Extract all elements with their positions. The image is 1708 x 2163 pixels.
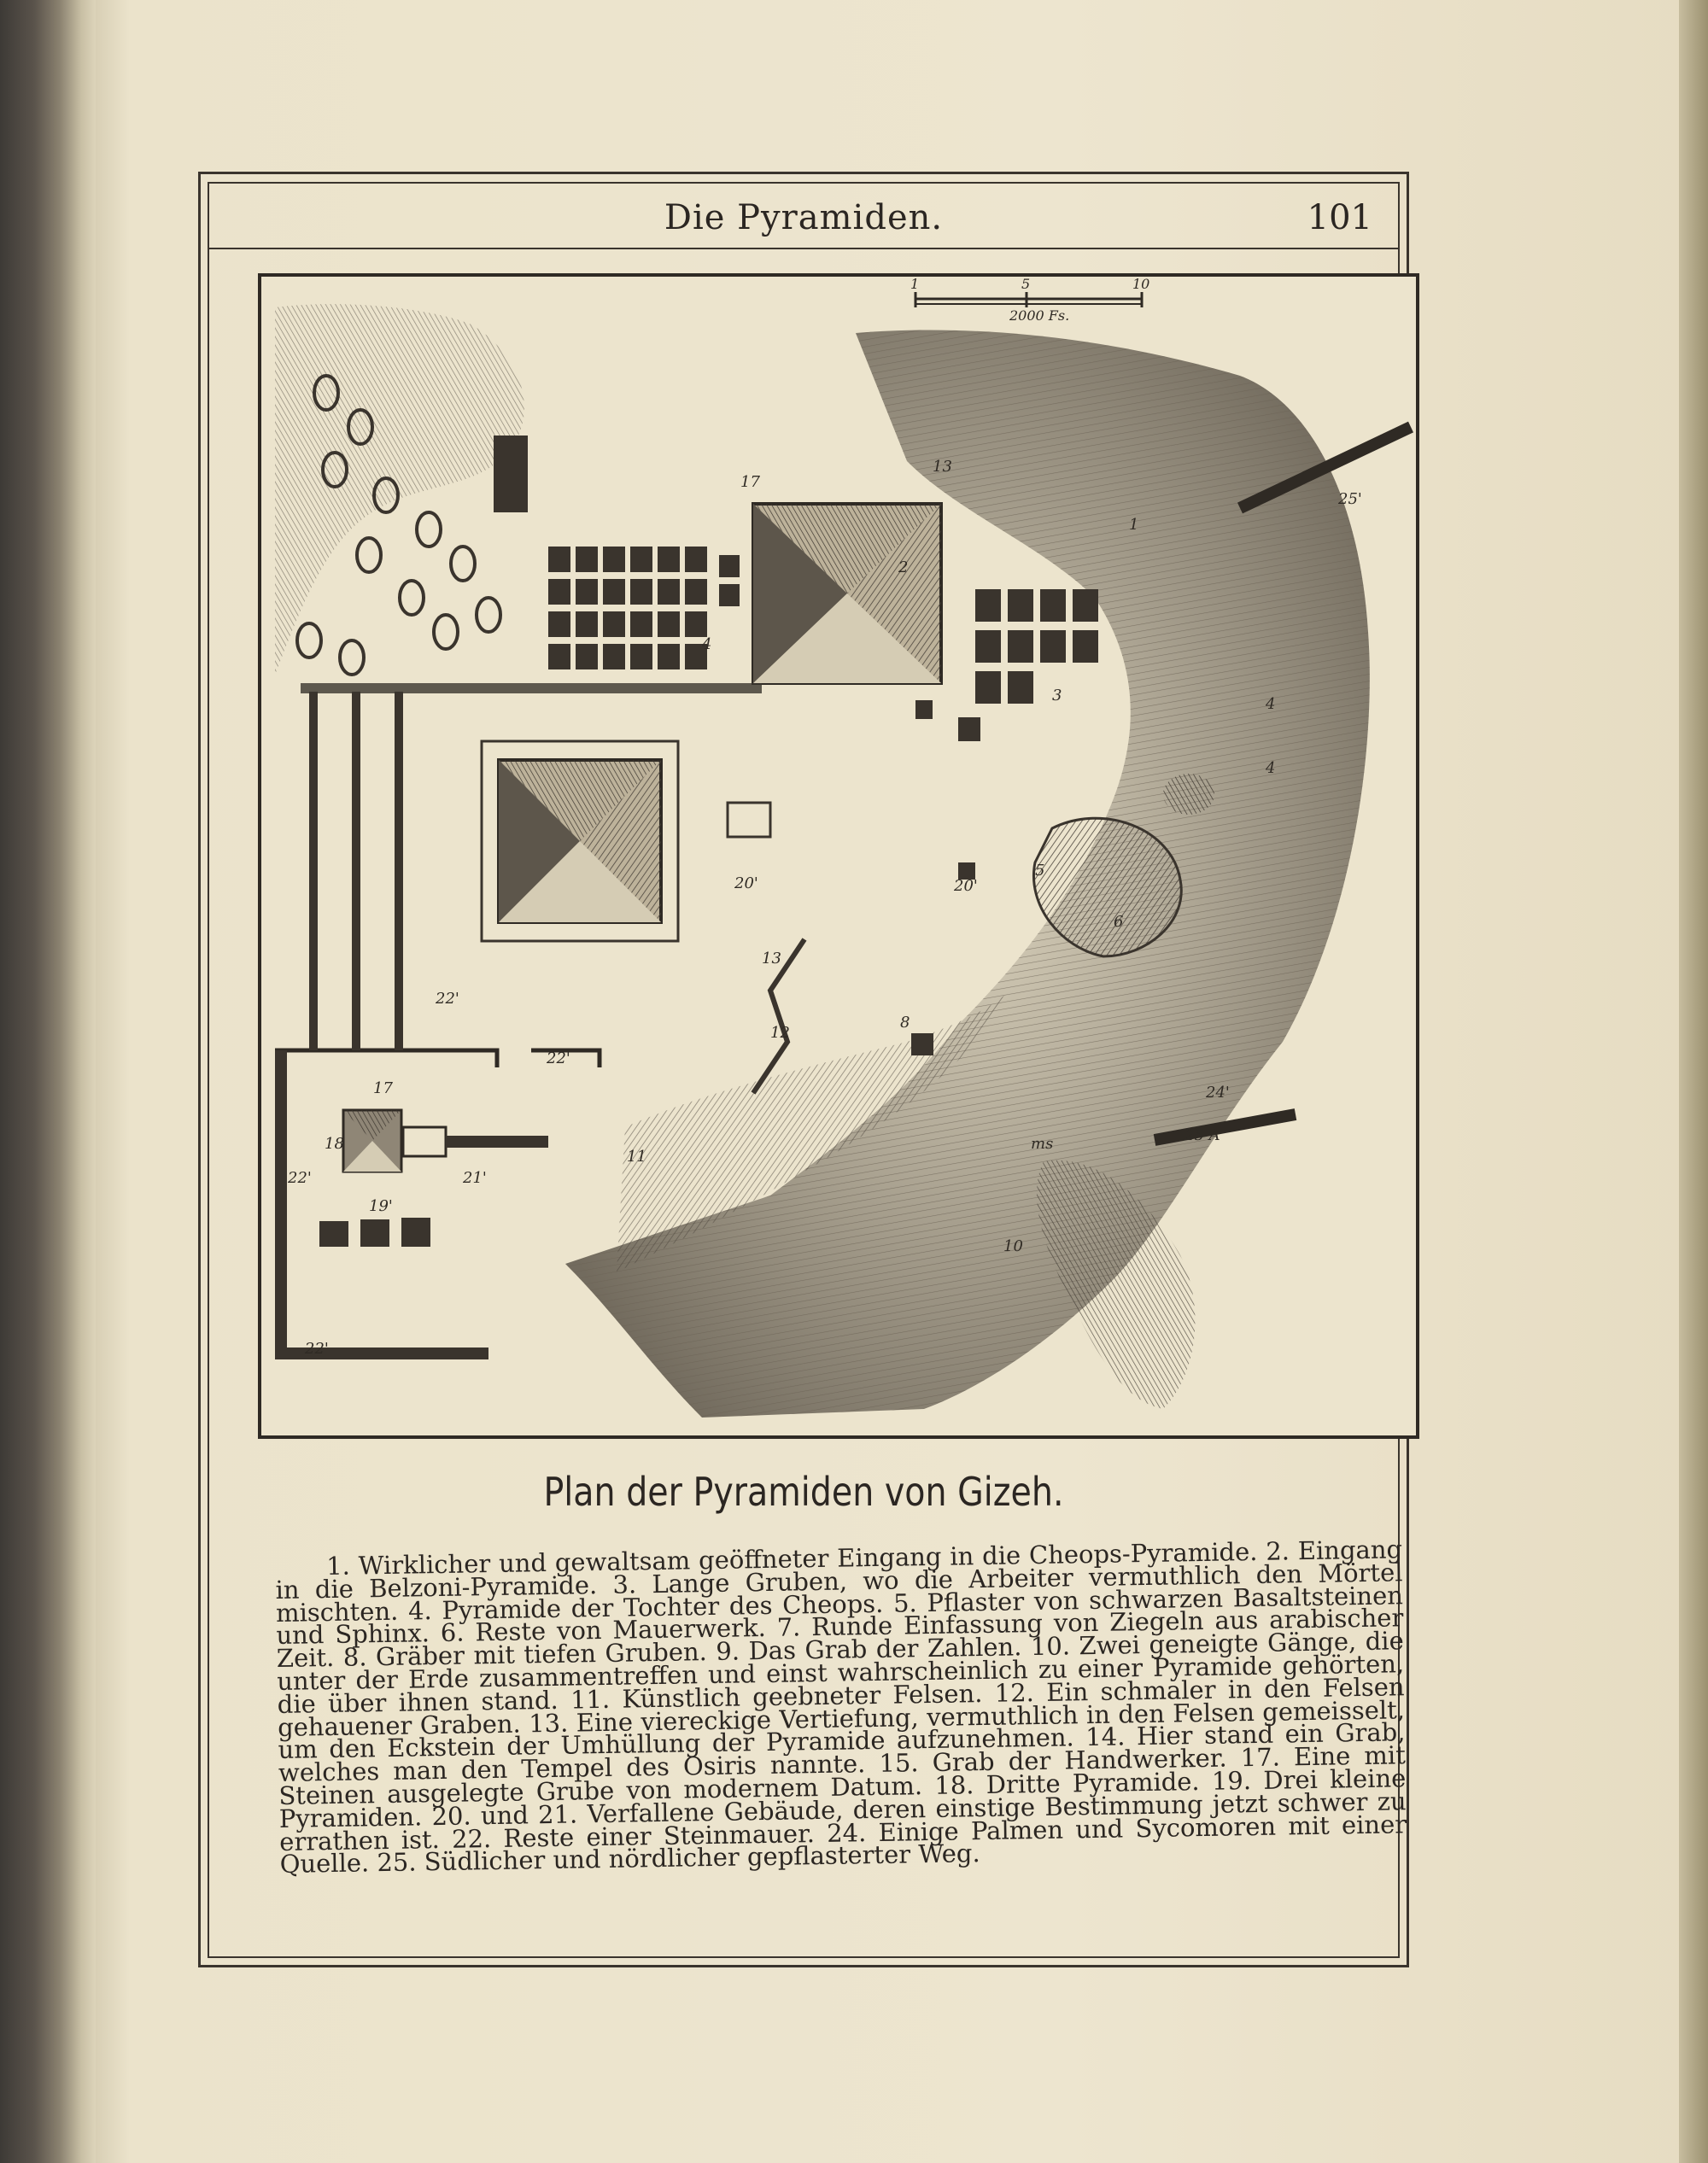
map-label: 25 A xyxy=(1184,1126,1220,1144)
figure-caption: Plan der Pyramiden von Gizeh. xyxy=(543,1469,1064,1515)
scale-mark: 5 xyxy=(1021,276,1031,292)
scale-mark: 10 xyxy=(1132,276,1150,292)
plan-legend: 1. Wirklicher und gewaltsam geöffneter Eingang in die Cheops-Pyramide. 2. Eingang in die Belzoni-Pyramide. 3. Lange Gruben, wo die Arbeiter vermuthlich den Mörtel mischten. 4. Pyramide der Tochter des Cheops. 5. Pflaster von schwarzen Basaltsteinen und Sphinx. 6. Reste von Mauerwerk. 7. Runde Einfassung von Ziegeln aus arabischer Zeit. 8. Gräber mit tiefen Gruben. 9. Das Grab der Zahlen. 10. Zwei geneigte Gänge, die unter der Erde zusammentreffen und einst wahrscheinlich zu einer Pyramide gehörten, die über ihnen stand. 11. Künstlich geebneter Felsen. 12. Ein schmaler in den Felsen gehauener Graben. 13. Eine viereckige Vertiefung, vermuthlich in den Felsen gemeisselt, um den Eckstein der Umhüllung der Pyramide aufzunehmen. 14. Hier stand ein Grab, welches man den Tempel des Osiris nannte. 15. Grab der Handwerker. 17. Eine mit Steinen ausgelegte Grube von modernem Datum. 18. Dritte Pyramide. 19. Drei kleine Pyramiden. 20. und 21. Verfallene Gebäude, deren einstige Bestimmung jetzt schwer zu errathen ist. 22. Reste einer Steinmauer. 24. Einige Palmen und Sycomoren mit einer Quelle. 25. Südlicher und nördlicher gepflasterter Weg. xyxy=(275,1535,1407,1879)
map-label: 22' xyxy=(436,990,459,1008)
map-label: 13 xyxy=(762,950,781,968)
page-number: 101 xyxy=(1307,198,1372,237)
running-head xyxy=(208,190,1400,249)
map-label: 25' xyxy=(1338,490,1362,508)
map-label: 1 xyxy=(1129,516,1139,534)
map-label: 21' xyxy=(463,1169,487,1187)
map-label: 22' xyxy=(305,1340,329,1358)
pyramid-site-plan xyxy=(258,273,1419,1439)
map-label: 20' xyxy=(954,877,978,895)
page-right-edge xyxy=(1679,0,1708,2163)
map-label: 17 xyxy=(740,473,760,491)
map-label: 22' xyxy=(288,1169,312,1187)
map-label: 4 xyxy=(1266,759,1276,777)
scale-unit: 2000 Fs. xyxy=(1009,307,1070,324)
map-label: 19' xyxy=(369,1197,393,1215)
map-label: 8 xyxy=(900,1014,910,1032)
map-label: 10 xyxy=(1003,1237,1023,1255)
book-spine-edge xyxy=(0,0,96,2163)
scale-mark: 1 xyxy=(910,276,920,292)
map-label: 20' xyxy=(734,874,758,892)
map-label: 17 xyxy=(373,1079,393,1097)
map-label: ms xyxy=(1031,1135,1054,1153)
running-title: Die Pyramiden. xyxy=(664,198,944,237)
map-label: 22' xyxy=(547,1049,570,1067)
map-label: 24' xyxy=(1206,1084,1230,1102)
map-label: 11 xyxy=(627,1148,646,1166)
round-mound xyxy=(1163,774,1214,815)
map-label: 12 xyxy=(770,1024,790,1042)
map-label: 3 xyxy=(1052,687,1062,704)
chephren-pyramid xyxy=(482,741,678,941)
map-label: 6 xyxy=(1114,913,1124,931)
map-label: 5 xyxy=(1035,862,1045,880)
map-label: 13 xyxy=(933,458,952,476)
map-label: 18 xyxy=(325,1135,344,1153)
map-label: 4 xyxy=(702,635,712,653)
map-label: 2 xyxy=(898,558,909,576)
map-label: 4 xyxy=(1266,695,1276,713)
cheops-pyramid xyxy=(753,504,941,683)
tomb-of-numbers xyxy=(911,1033,933,1055)
